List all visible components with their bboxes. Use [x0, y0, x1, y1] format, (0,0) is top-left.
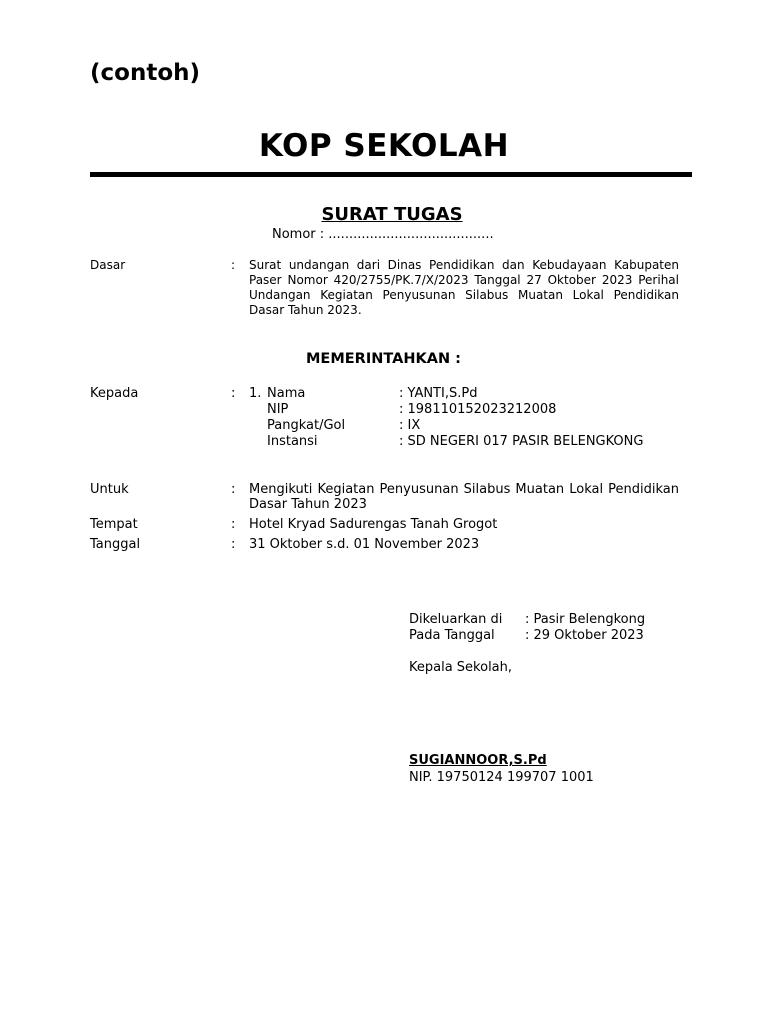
date-label: Tanggal — [90, 537, 141, 552]
issued-at-label: Dikeluarkan di — [409, 612, 503, 627]
date-text: 31 Oktober s.d. 01 November 2023 — [249, 537, 480, 552]
basis-text: Surat undangan dari Dinas Pendidikan dan Kebudayaan Kabupaten Paser Nomor 420/2755/PK.7/X/2023 Tanggal 27 Oktober 2023 Perihal Undangan Kegiatan Penyusunan Silabus Muatan Lokal Pendidikan Dasar Tahun 2023. — [249, 258, 679, 317]
recipient-number: 1. — [249, 386, 262, 401]
signer-name: SUGIANNOOR,S.Pd — [409, 753, 547, 768]
issued-at-value: : Pasir Belengkong — [525, 612, 646, 627]
field-value-institution: : SD NEGERI 017 PASIR BELENGKONG — [399, 434, 644, 449]
field-label-rank: Pangkat/Gol — [267, 418, 346, 433]
purpose-colon: : — [231, 482, 236, 497]
basis-label: Dasar — [90, 258, 126, 272]
field-value-name: : YANTI,S.Pd — [399, 386, 478, 401]
sample-label: (contoh) — [90, 60, 201, 86]
place-label: Tempat — [90, 517, 138, 532]
purpose-label: Untuk — [90, 482, 129, 497]
order-heading: MEMERINTAHKAN : — [306, 351, 461, 367]
date-colon: : — [231, 537, 236, 552]
document-number: Nomor : ........................................ — [272, 227, 494, 242]
field-value-nip: : 198110152023212008 — [399, 402, 557, 417]
document-title: SURAT TUGAS — [321, 204, 463, 225]
signer-nip: NIP. 19750124 199707 1001 — [409, 770, 594, 785]
field-label-name: Nama — [267, 386, 306, 401]
place-text: Hotel Kryad Sadurengas Tanah Grogot — [249, 517, 498, 532]
field-value-rank: : IX — [399, 418, 421, 433]
recipient-label: Kepada — [90, 386, 139, 401]
basis-colon: : — [231, 258, 236, 272]
place-colon: : — [231, 517, 236, 532]
letterhead-title: KOP SEKOLAH — [258, 128, 510, 164]
issued-on-label: Pada Tanggal — [409, 628, 495, 643]
signer-position: Kepala Sekolah, — [409, 660, 513, 675]
letterhead-divider — [90, 172, 692, 177]
purpose-text: Mengikuti Kegiatan Penyusunan Silabus Muatan Lokal Pendidikan Dasar Tahun 2023 — [249, 482, 679, 512]
issued-on-value: : 29 Oktober 2023 — [525, 628, 644, 643]
field-label-institution: Instansi — [267, 434, 318, 449]
field-label-nip: NIP — [267, 402, 289, 417]
recipient-colon: : — [231, 386, 236, 401]
